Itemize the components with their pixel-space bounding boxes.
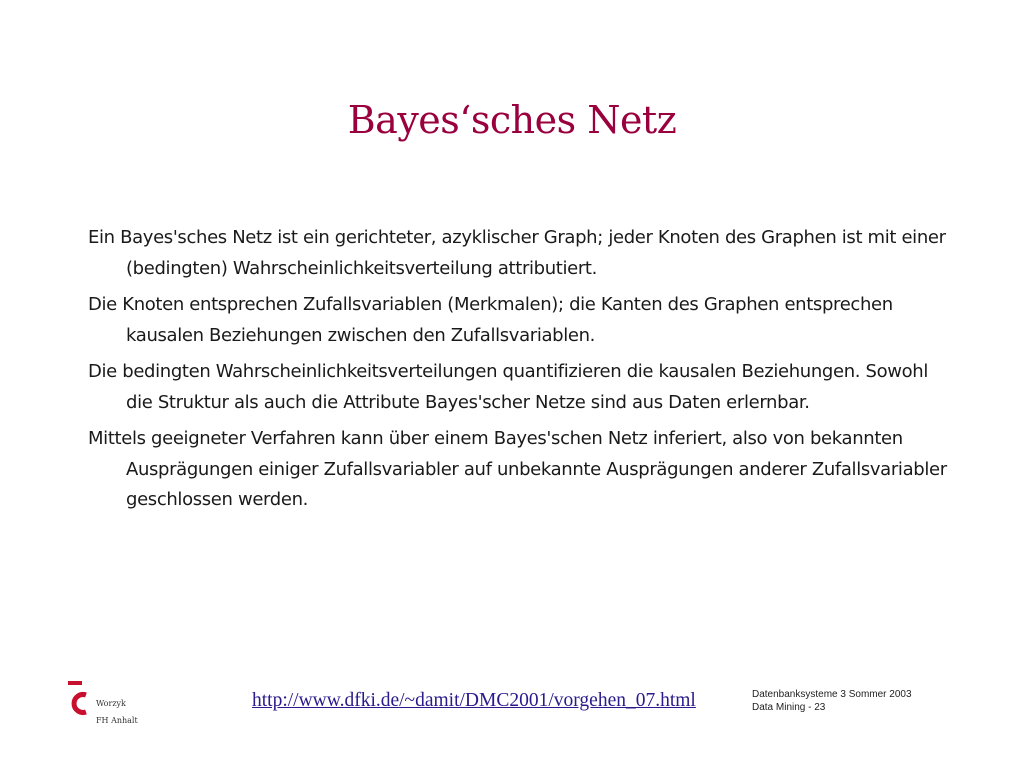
author-name: Worzyk xyxy=(96,699,126,708)
course-info: Datenbanksysteme 3 Sommer 2003 xyxy=(752,689,912,700)
reference-link[interactable]: http://www.dfki.de/~damit/DMC2001/vorgehen_07.html xyxy=(252,690,696,711)
fh-anhalt-logo-icon xyxy=(66,681,90,719)
slide-title: Bayes‘sches Netz xyxy=(347,98,677,142)
institution-name: FH Anhalt xyxy=(96,716,138,725)
paragraph-definition: Ein Bayes'sches Netz ist ein gerichteter, azyklischer Graph; jeder Knoten des Graphen ist mit einer (bedingten) Wahrscheinlichkeitsverteilung attributiert. xyxy=(88,227,946,279)
bullet-list xyxy=(88,223,948,522)
footer-info xyxy=(752,688,912,714)
paragraph-conditional-distributions: Die bedingten Wahrscheinlichkeitsverteilungen quantifizieren die kausalen Beziehungen. Sowohl die Struktur als auch die Attribute Bayes'scher Netze sind aus Daten erlernbar. xyxy=(88,361,928,413)
paragraph-nodes-edges: Die Knoten entsprechen Zufallsvariablen (Merkmalen); die Kanten des Graphen entsprechen kausalen Beziehungen zwischen den Zufallsvariablen. xyxy=(88,294,893,346)
paragraph-inference: Mittels geeigneter Verfahren kann über einem Bayes'schen Netz inferiert, also von bekannten Ausprägungen einiger Zufallsvariabler auf unbekannte Ausprägungen anderer Zufallsvariabler geschlossen werden. xyxy=(88,428,947,510)
logo-caption xyxy=(96,695,138,729)
page-number: Data Mining - 23 xyxy=(752,702,826,713)
